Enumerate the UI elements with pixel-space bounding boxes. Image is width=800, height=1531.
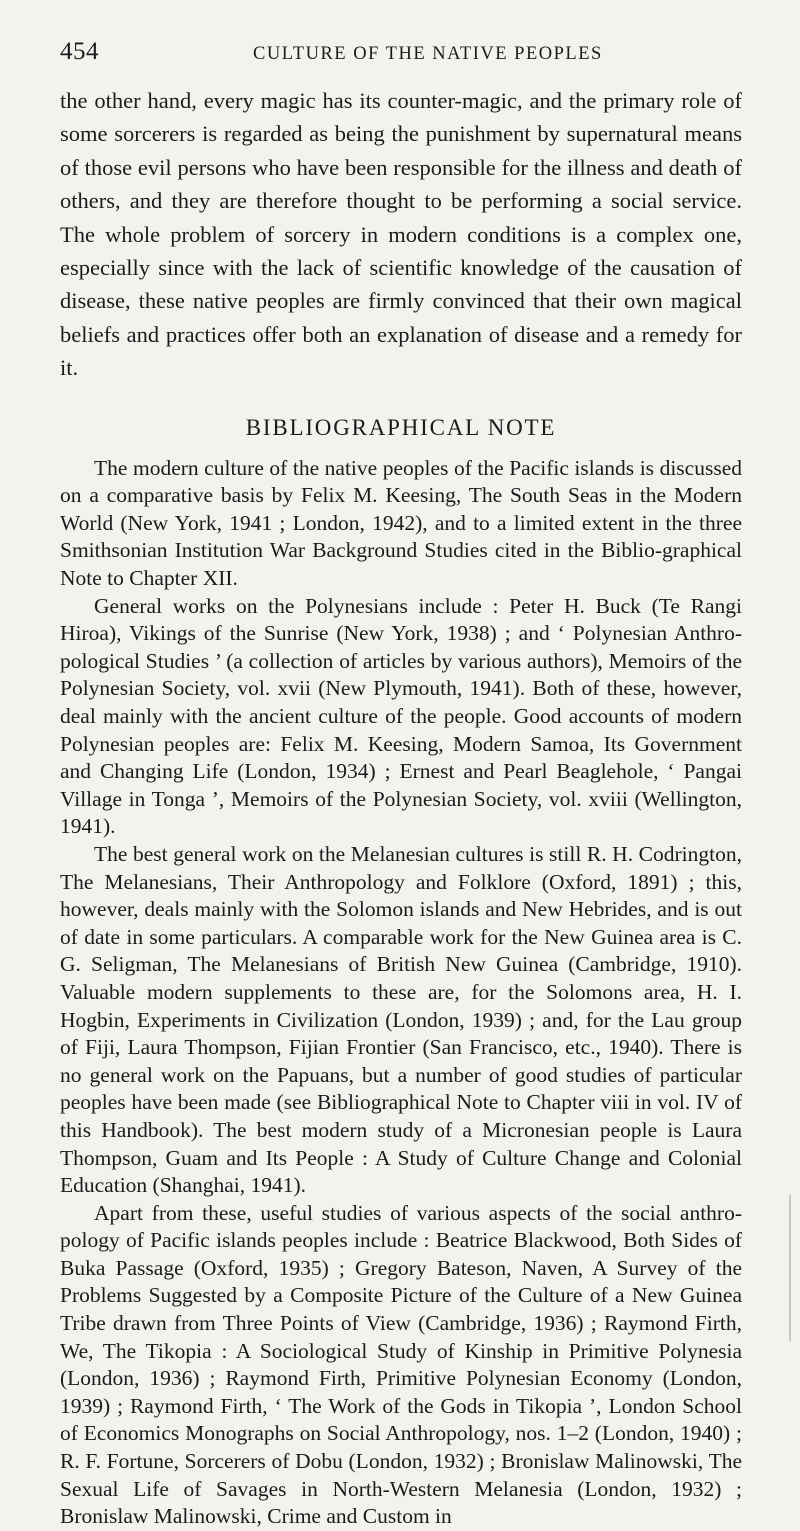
bibliography-paragraph-1: The modern culture of the native peoples of the Pacific islands is discussed on a comparative basis by Felix M. Keesing, The South Seas in the Modern World (New York, 1941 ; London, 1942), and to a limited extent in the three Smithsonian Institution War Background Studies cited in the Biblio-graphical Note to Chapter XII. <box>60 455 742 591</box>
running-title: CULTURE OF THE NATIVE PEOPLES <box>253 44 603 64</box>
page-edge-line <box>789 1195 791 1341</box>
bibliography-paragraph-2: General works on the Polynesians include : Peter H. Buck (Te Rangi Hiroa), Vikings of the Sunrise (New York, 1938) ; and ‘ Polynesian Anthro-pological Studies ’ (a collection of articles by various authors), Memoirs of the Polynesian Society, vol. xvii (New Plymouth, 1941). Both of these, however, deal mainly with the ancient culture of the people. Good accounts of modern Polynesian peoples are: Felix M. Keesing, Modern Samoa, Its Government and Changing Life (London, 1934) ; Ernest and Pearl Beaglehole, ‘ Pangai Village in Tonga ’, Memoirs of the Polynesian Society, vol. xviii (Wellington, 1941). <box>60 593 742 839</box>
running-head <box>60 38 742 66</box>
body-paragraph: the other hand, every magic has its counter-magic, and the primary role of some sorcerers is regarded as being the punishment by supernatural means of those evil persons who have been responsible for the illness and death of others, and they are therefore thought to be performing a social service. The whole problem of sorcery in modern conditions is a complex one, especially since with the lack of scientific knowledge of the causation of disease, these native peoples are firmly convinced that their own magical beliefs and practices offer both an explanation of disease and a remedy for it. <box>60 88 742 381</box>
bibliography-paragraph-4: Apart from these, useful studies of various aspects of the social anthro-pology of Pacific islands peoples include : Beatrice Blackwood, Both Sides of Buka Passage (Oxford, 1935) ; Gregory Bateson, Naven, A Survey of the Problems Suggested by a Composite Picture of the Culture of a New Guinea Tribe drawn from Three Points of View (Cambridge, 1936) ; Raymond Firth, We, The Tikopia : A Sociological Study of Kinship in Primitive Polynesia (London, 1936) ; Raymond Firth, Primitive Polynesian Economy (London, 1939) ; Raymond Firth, ‘ The Work of the Gods in Tikopia ’, London School of Economics Monographs on Social Anthropology, nos. 1–2 (London, 1940) ; R. F. Fortune, Sorcerers of Dobu (London, 1932) ; Bronislaw Malinowski, The Sexual Life of Savages in North-Western Melanesia (London, 1932) ; Bronislaw Malinowski, Crime and Custom in <box>60 1200 742 1529</box>
bibliography-paragraph-3: The best general work on the Melanesian cultures is still R. H. Codrington, The Melanesians, Their Anthropology and Folklore (Oxford, 1891) ; this, however, deals mainly with the Solomon islands and New Hebrides, and is out of date in some particulars. A comparable work for the New Guinea area is C. G. Seligman, The Melanesians of British New Guinea (Cambridge, 1910). Valuable modern supplements to these are, for the Solomons area, H. I. Hogbin, Experiments in Civilization (London, 1939) ; and, for the Lau group of Fiji, Laura Thompson, Fijian Frontier (San Francisco, etc., 1940). There is no general work on the Papuans, but a number of good studies of particular peoples have been made (see Bibliographical Note to Chapter viii in vol. IV of this Handbook). The best modern study of a Micronesian people is Laura Thompson, Guam and Its People : A Study of Culture Change and Colonial Education (Shanghai, 1941). <box>60 841 742 1198</box>
page-number: 454 <box>60 38 99 65</box>
section-heading: BIBLIOGRAPHICAL NOTE <box>245 414 557 440</box>
